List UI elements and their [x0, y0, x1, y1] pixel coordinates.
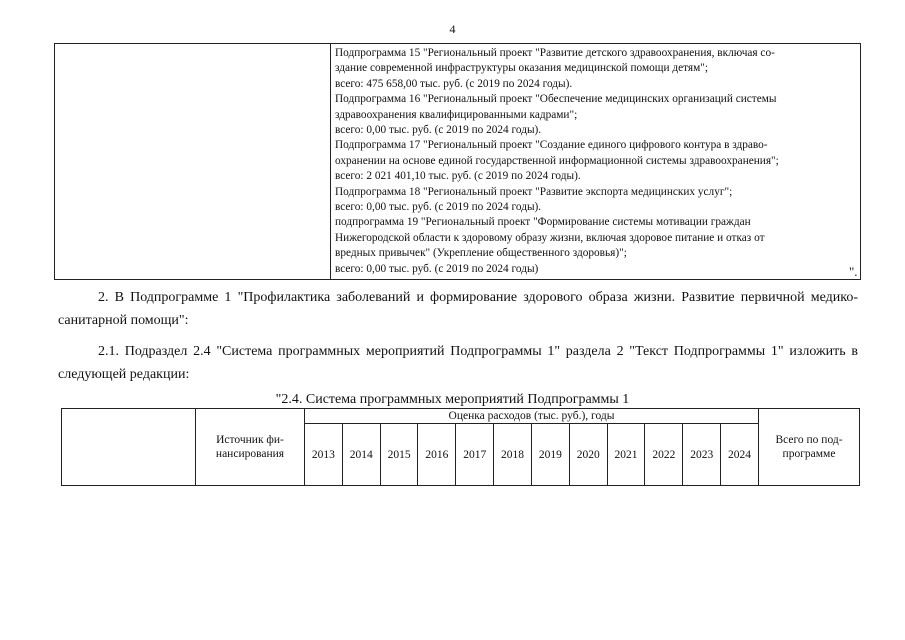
text-line: охранении на основе единой государственной информационной системы здравоохранения"; [335, 154, 779, 167]
year-cell: 2021 [607, 424, 645, 486]
year-cell: 2014 [342, 424, 380, 486]
paragraph-2: 2.1. Подраздел 2.4 "Система программных мероприятий Подпрограммы 1" раздела 2 "Текст Подпрограммы 1" изложить в следующей редакции: [58, 344, 858, 382]
text-line: всего: 0,00 тыс. руб. (с 2019 по 2024 годы). [335, 124, 542, 137]
text-line: всего: 475 658,00 тыс. руб. (с 2019 по 2024 годы). [335, 77, 573, 90]
text-line: подпрограмма 19 "Региональный проект "Формирование системы мотивации граждан [335, 216, 751, 229]
text-line: Подпрограмма 17 "Региональный проект "Создание единого цифрового контура в здраво- [335, 139, 768, 152]
text-line: здравоохранения квалифицированными кадрами"; [335, 108, 578, 121]
year-cell: 2023 [683, 424, 721, 486]
year-cell: 2018 [494, 424, 532, 486]
text-line: здание современной инфраструктуры оказания медицинской помощи детям"; [335, 62, 708, 75]
subprograms-cell [331, 44, 861, 280]
year-cell: 2016 [418, 424, 456, 486]
source-header: Источник фи-нансирования [196, 409, 305, 486]
text-line: Подпрограмма 15 "Региональный проект "Развитие детского здравоохранения, включая со- [335, 47, 775, 59]
expenses-header: Оценка расходов (тыс. руб.), годы [305, 409, 759, 424]
year-cell: 2019 [531, 424, 569, 486]
closing-quote: ". [849, 264, 858, 279]
section-title: "2.4. Система программных мероприятий Подпрограммы 1 [275, 392, 630, 407]
text-line: вредных привычек" (Укрепление общественного здоровья)"; [335, 247, 627, 260]
year-cell: 2015 [380, 424, 418, 486]
total-header: Всего по под-программе [759, 409, 860, 486]
empty-header-cell [62, 409, 196, 486]
table-row [55, 44, 861, 280]
empty-cell [55, 44, 331, 280]
year-cell: 2013 [305, 424, 343, 486]
year-cell: 2017 [456, 424, 494, 486]
paragraph-1: 2. В Подпрограмме 1 "Профилактика заболеваний и формирование здорового образа жизни. Развитие первичной медико-санитарной помощи": [58, 290, 858, 328]
text-line: всего: 2 021 401,10 тыс. руб. (с 2019 по 2024 годы). [335, 170, 581, 183]
text-line: всего: 0,00 тыс. руб. (с 2019 по 2024 годы). [335, 201, 542, 214]
page-number: 4 [449, 22, 456, 36]
text-line: Подпрограмма 18 "Региональный проект "Развитие экспорта медицинских услуг"; [335, 185, 733, 198]
text-line: всего: 0,00 тыс. руб. (с 2019 по 2024 годы) [335, 262, 539, 275]
text-line: Подпрограмма 16 "Региональный проект "Обеспечение медицинских организаций системы [335, 93, 777, 106]
year-cell: 2022 [645, 424, 683, 486]
subprograms-table [54, 43, 861, 280]
table-header-row [62, 409, 860, 424]
text-line: Нижегородской области к здоровому образу жизни, включая здоровое питание и отказ от [335, 231, 765, 244]
year-cell: 2024 [721, 424, 759, 486]
activities-table [61, 408, 860, 486]
year-cell: 2020 [569, 424, 607, 486]
